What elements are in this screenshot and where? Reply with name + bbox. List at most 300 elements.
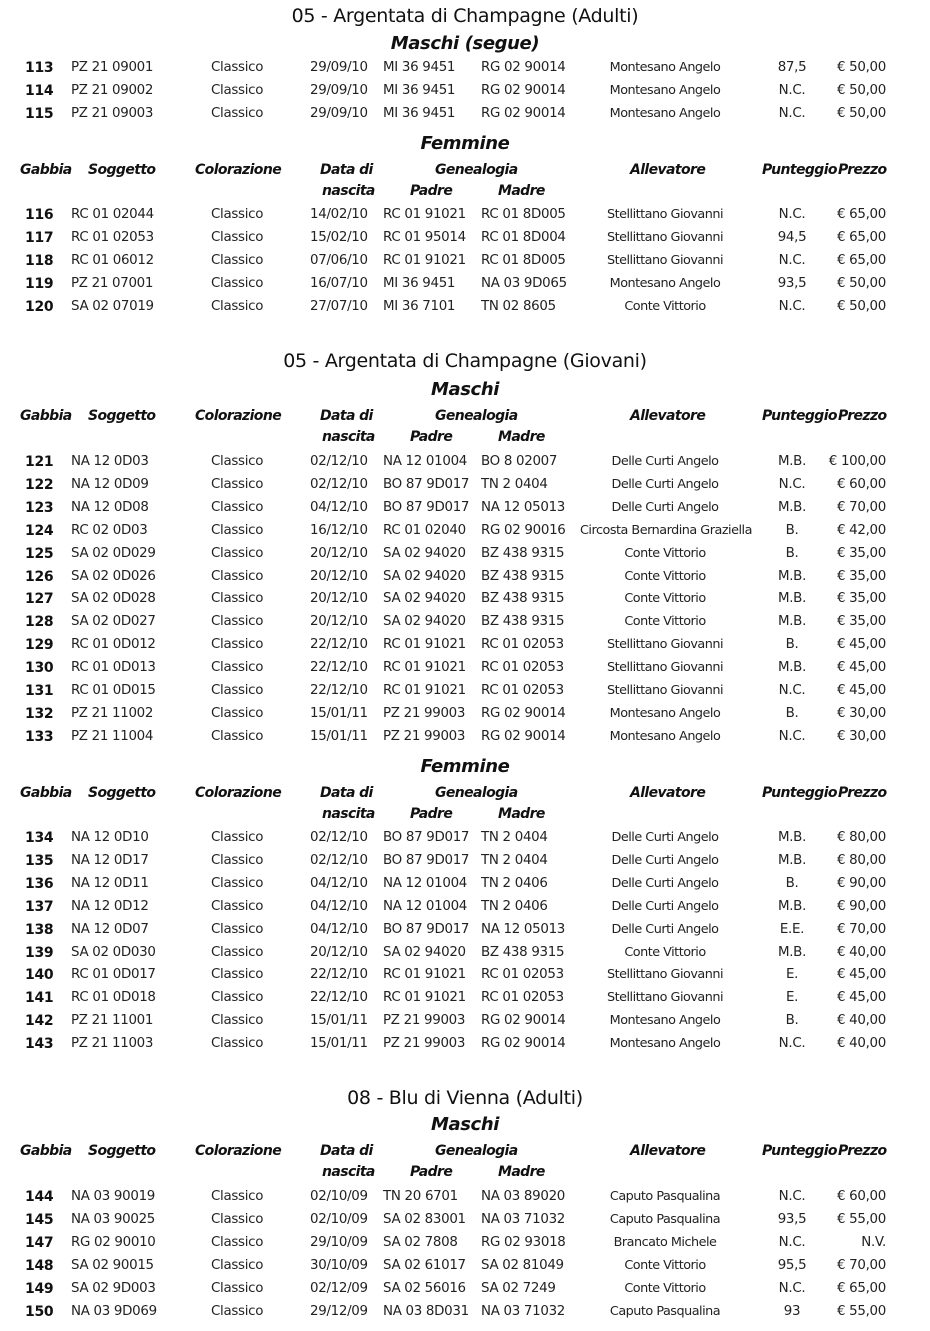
father-id: PZ 21 99003 [383, 706, 466, 721]
birth-date: 29/10/09 [310, 1235, 368, 1250]
header-genealogia: Genealogia [435, 785, 518, 801]
subject-id: SA 02 9D003 [71, 1281, 156, 1296]
mother-id: RG 02 90014 [481, 1013, 566, 1028]
father-id: PZ 21 99003 [383, 729, 466, 744]
father-id: MI 36 7101 [383, 299, 456, 314]
table-row [0, 1013, 930, 1035]
mother-id: NA 12 05013 [481, 500, 566, 515]
mother-id: SA 02 7249 [481, 1281, 556, 1296]
subject-id: RC 02 0D03 [71, 523, 148, 538]
subject-id: NA 12 0D17 [71, 853, 149, 868]
header-data-di: Data di [320, 162, 373, 178]
subject-id: SA 02 0D030 [71, 945, 156, 960]
father-id: RC 01 91021 [383, 637, 466, 652]
header-allevatore: Allevatore [630, 408, 706, 424]
table-row [0, 637, 930, 659]
price: € 35,00 [836, 569, 886, 584]
header-colorazione: Colorazione [195, 162, 282, 178]
cage-number: 135 [25, 853, 54, 869]
father-id: MI 36 9451 [383, 83, 456, 98]
subject-id: NA 03 90019 [71, 1189, 156, 1204]
father-id: SA 02 61017 [383, 1258, 466, 1273]
subject-id: NA 12 0D11 [71, 876, 149, 891]
father-id: NA 12 01004 [383, 899, 468, 914]
score: M.B. [777, 569, 807, 584]
breeder: Montesano Angelo [609, 1013, 721, 1028]
header-padre: Padre [410, 429, 453, 445]
mother-id: BZ 438 9315 [481, 591, 565, 606]
father-id: RC 01 91021 [383, 967, 466, 982]
breeder: Delle Curti Angelo [611, 477, 719, 492]
header-soggetto: Soggetto [88, 785, 156, 801]
header-punteggio: Punteggio [762, 162, 837, 178]
table-row [0, 83, 930, 105]
price: € 35,00 [836, 546, 886, 561]
father-id: TN 20 6701 [383, 1189, 458, 1204]
mother-id: NA 12 05013 [481, 922, 566, 937]
cage-number: 122 [25, 477, 54, 493]
breeder: Delle Curti Angelo [611, 454, 719, 469]
group-subtitle: Maschi [430, 379, 500, 400]
score: B. [785, 1013, 799, 1028]
subject-id: PZ 21 11001 [71, 1013, 154, 1028]
header-prezzo: Prezzo [838, 785, 887, 801]
price: N.V. [861, 1235, 886, 1250]
birth-date: 22/12/10 [310, 967, 368, 982]
mother-id: RC 01 02053 [481, 660, 564, 675]
subject-id: SA 02 0D026 [71, 569, 156, 584]
coloration: Classico [211, 1036, 264, 1051]
cage-number: 140 [25, 967, 54, 983]
breeder: Caputo Pasqualina [609, 1189, 721, 1204]
section-title: 08 - Blu di Vienna (Adulti) [347, 1087, 583, 1109]
score: E.E. [779, 922, 805, 937]
header-punteggio: Punteggio [762, 785, 837, 801]
birth-date: 15/01/11 [310, 729, 368, 744]
price: € 65,00 [836, 1281, 886, 1296]
coloration: Classico [211, 60, 264, 75]
subject-id: RC 01 0D012 [71, 637, 156, 652]
mother-id: RC 01 8D005 [481, 207, 566, 222]
subject-id: NA 03 90025 [71, 1212, 156, 1227]
father-id: RC 01 91021 [383, 253, 466, 268]
birth-date: 15/01/11 [310, 1013, 368, 1028]
header-padre: Padre [410, 1164, 453, 1180]
mother-id: NA 03 9D065 [481, 276, 567, 291]
birth-date: 04/12/10 [310, 500, 368, 515]
subject-id: SA 02 90015 [71, 1258, 154, 1273]
coloration: Classico [211, 454, 264, 469]
score: M.B. [777, 454, 807, 469]
cage-number: 117 [25, 230, 54, 246]
coloration: Classico [211, 922, 264, 937]
price: € 70,00 [836, 922, 886, 937]
mother-id: RG 02 90014 [481, 83, 566, 98]
score: N.C. [778, 207, 806, 222]
score: E. [785, 990, 799, 1005]
header-data-di: Data di [320, 785, 373, 801]
score: M.B. [777, 830, 807, 845]
father-id: MI 36 9451 [383, 60, 456, 75]
header-punteggio: Punteggio [762, 1143, 837, 1159]
breeder: Conte Vittorio [624, 614, 706, 629]
birth-date: 07/06/10 [310, 253, 368, 268]
coloration: Classico [211, 660, 264, 675]
cage-number: 113 [25, 60, 54, 76]
coloration: Classico [211, 477, 264, 492]
table-row [0, 1281, 930, 1303]
cage-number: 126 [25, 569, 54, 585]
breeder: Stellittano Giovanni [606, 660, 724, 675]
birth-date: 20/12/10 [310, 591, 368, 606]
score: N.C. [778, 106, 806, 121]
score: N.C. [778, 729, 806, 744]
header-colorazione: Colorazione [195, 1143, 282, 1159]
subject-id: SA 02 0D027 [71, 614, 156, 629]
birth-date: 04/12/10 [310, 899, 368, 914]
header-colorazione: Colorazione [195, 408, 282, 424]
score: M.B. [777, 899, 807, 914]
header-nascita: nascita [322, 806, 375, 822]
subject-id: RG 02 90010 [71, 1235, 156, 1250]
score: B. [785, 546, 799, 561]
birth-date: 30/10/09 [310, 1258, 368, 1273]
subject-id: NA 12 0D10 [71, 830, 149, 845]
father-id: SA 02 94020 [383, 591, 466, 606]
section-title: 05 - Argentata di Champagne (Adulti) [291, 5, 639, 27]
price: € 50,00 [836, 299, 886, 314]
cage-number: 133 [25, 729, 54, 745]
breeder: Delle Curti Angelo [611, 899, 719, 914]
father-id: SA 02 7808 [383, 1235, 458, 1250]
father-id: RC 01 91021 [383, 683, 466, 698]
mother-id: RC 01 8D005 [481, 253, 566, 268]
price: € 80,00 [836, 830, 886, 845]
score: 95,5 [777, 1258, 807, 1273]
coloration: Classico [211, 569, 264, 584]
coloration: Classico [211, 637, 264, 652]
mother-id: NA 03 71032 [481, 1212, 566, 1227]
mother-id: RC 01 02053 [481, 683, 564, 698]
cage-number: 145 [25, 1212, 54, 1228]
header-madre: Madre [498, 183, 545, 199]
header-nascita: nascita [322, 1164, 375, 1180]
mother-id: RG 02 90014 [481, 706, 566, 721]
breeder: Caputo Pasqualina [609, 1212, 721, 1227]
cage-number: 121 [25, 454, 54, 470]
cage-number: 118 [25, 253, 54, 269]
header-punteggio: Punteggio [762, 408, 837, 424]
coloration: Classico [211, 1189, 264, 1204]
birth-date: 20/12/10 [310, 614, 368, 629]
breeder: Conte Vittorio [624, 591, 706, 606]
cage-number: 115 [25, 106, 54, 122]
coloration: Classico [211, 1258, 264, 1273]
subject-id: SA 02 07019 [71, 299, 154, 314]
table-row [0, 1212, 930, 1234]
cage-number: 120 [25, 299, 54, 315]
coloration: Classico [211, 276, 264, 291]
cage-number: 132 [25, 706, 54, 722]
mother-id: RC 01 8D004 [481, 230, 566, 245]
price: € 70,00 [836, 500, 886, 515]
score: N.C. [778, 83, 806, 98]
score: 94,5 [777, 230, 807, 245]
mother-id: TN 2 0404 [481, 477, 548, 492]
header-soggetto: Soggetto [88, 408, 156, 424]
mother-id: RG 02 93018 [481, 1235, 566, 1250]
score: N.C. [778, 1235, 806, 1250]
price: € 65,00 [836, 207, 886, 222]
cage-number: 148 [25, 1258, 54, 1274]
birth-date: 29/12/09 [310, 1304, 368, 1319]
cage-number: 124 [25, 523, 54, 539]
breeder: Stellittano Giovanni [606, 637, 724, 652]
breeder: Conte Vittorio [624, 1258, 706, 1273]
subject-id: NA 12 0D03 [71, 454, 149, 469]
header-allevatore: Allevatore [630, 162, 706, 178]
table-row [0, 276, 930, 298]
table-row [0, 546, 930, 568]
price: € 100,00 [828, 454, 886, 469]
breeder: Conte Vittorio [624, 1281, 706, 1296]
subject-id: NA 12 0D09 [71, 477, 149, 492]
price: € 80,00 [836, 853, 886, 868]
coloration: Classico [211, 500, 264, 515]
subject-id: PZ 21 11002 [71, 706, 154, 721]
mother-id: RC 01 02053 [481, 637, 564, 652]
cage-number: 150 [25, 1304, 54, 1320]
coloration: Classico [211, 230, 264, 245]
cage-number: 136 [25, 876, 54, 892]
price: € 90,00 [836, 899, 886, 914]
cage-number: 114 [25, 83, 54, 99]
table-row [0, 706, 930, 728]
group-subtitle: Maschi [430, 1114, 500, 1135]
price: € 50,00 [836, 106, 886, 121]
breeder: Montesano Angelo [609, 60, 721, 75]
header-data-di: Data di [320, 408, 373, 424]
table-row [0, 454, 930, 476]
score: N.C. [778, 253, 806, 268]
subject-id: RC 01 0D015 [71, 683, 156, 698]
father-id: BO 87 9D017 [383, 500, 470, 515]
birth-date: 22/12/10 [310, 637, 368, 652]
table-row [0, 967, 930, 989]
cage-number: 129 [25, 637, 54, 653]
breeder: Stellittano Giovanni [606, 967, 724, 982]
cage-number: 147 [25, 1235, 54, 1251]
cage-number: 127 [25, 591, 54, 607]
price: € 40,00 [836, 1036, 886, 1051]
price: € 50,00 [836, 60, 886, 75]
cage-number: 130 [25, 660, 54, 676]
father-id: RC 01 02040 [383, 523, 466, 538]
score: N.C. [778, 1281, 806, 1296]
father-id: RC 01 95014 [383, 230, 466, 245]
table-row [0, 60, 930, 82]
price: € 55,00 [836, 1304, 886, 1319]
cage-number: 144 [25, 1189, 54, 1205]
mother-id: NA 03 71032 [481, 1304, 566, 1319]
header-padre: Padre [410, 183, 453, 199]
coloration: Classico [211, 706, 264, 721]
table-row [0, 1189, 930, 1211]
header-nascita: nascita [322, 183, 375, 199]
table-header [0, 785, 930, 825]
subject-id: PZ 21 09003 [71, 106, 154, 121]
header-madre: Madre [498, 806, 545, 822]
coloration: Classico [211, 614, 264, 629]
price: € 60,00 [836, 1189, 886, 1204]
coloration: Classico [211, 876, 264, 891]
mother-id: TN 02 8605 [481, 299, 556, 314]
birth-date: 22/12/10 [310, 660, 368, 675]
subject-id: RC 01 0D018 [71, 990, 156, 1005]
price: € 45,00 [836, 683, 886, 698]
coloration: Classico [211, 207, 264, 222]
header-colorazione: Colorazione [195, 785, 282, 801]
subject-id: RC 01 02044 [71, 207, 154, 222]
coloration: Classico [211, 523, 264, 538]
coloration: Classico [211, 1281, 264, 1296]
cage-number: 116 [25, 207, 54, 223]
breeder: Delle Curti Angelo [611, 922, 719, 937]
price: € 40,00 [836, 945, 886, 960]
group-subtitle: Femmine [420, 133, 510, 154]
table-row [0, 729, 930, 751]
birth-date: 02/10/09 [310, 1212, 368, 1227]
score: M.B. [777, 853, 807, 868]
breeder: Delle Curti Angelo [611, 830, 719, 845]
mother-id: BZ 438 9315 [481, 945, 565, 960]
birth-date: 15/01/11 [310, 706, 368, 721]
price: € 35,00 [836, 591, 886, 606]
cage-number: 149 [25, 1281, 54, 1297]
coloration: Classico [211, 106, 264, 121]
mother-id: TN 2 0404 [481, 853, 548, 868]
birth-date: 02/12/10 [310, 830, 368, 845]
breeder: Montesano Angelo [609, 729, 721, 744]
table-row [0, 523, 930, 545]
mother-id: RG 02 90014 [481, 729, 566, 744]
subject-id: RC 01 0D017 [71, 967, 156, 982]
birth-date: 04/12/10 [310, 922, 368, 937]
father-id: MI 36 9451 [383, 276, 456, 291]
coloration: Classico [211, 830, 264, 845]
cage-number: 128 [25, 614, 54, 630]
breeder: Stellittano Giovanni [606, 683, 724, 698]
header-prezzo: Prezzo [838, 162, 887, 178]
coloration: Classico [211, 729, 264, 744]
breeder: Stellittano Giovanni [606, 207, 724, 222]
breeder: Delle Curti Angelo [611, 853, 719, 868]
table-row [0, 253, 930, 275]
father-id: PZ 21 99003 [383, 1013, 466, 1028]
cage-number: 125 [25, 546, 54, 562]
coloration: Classico [211, 253, 264, 268]
price: € 45,00 [836, 637, 886, 652]
father-id: SA 02 56016 [383, 1281, 466, 1296]
score: N.C. [778, 477, 806, 492]
price: € 40,00 [836, 1013, 886, 1028]
subject-id: NA 12 0D12 [71, 899, 149, 914]
table-row [0, 207, 930, 229]
score: N.C. [778, 1036, 806, 1051]
birth-date: 22/12/10 [310, 990, 368, 1005]
subject-id: NA 12 0D08 [71, 500, 149, 515]
father-id: PZ 21 99003 [383, 1036, 466, 1051]
breeder: Delle Curti Angelo [611, 876, 719, 891]
table-row [0, 614, 930, 636]
cage-number: 139 [25, 945, 54, 961]
price: € 35,00 [836, 614, 886, 629]
score: B. [785, 876, 799, 891]
coloration: Classico [211, 990, 264, 1005]
breeder: Conte Vittorio [624, 546, 706, 561]
table-row [0, 477, 930, 499]
table-row [0, 1258, 930, 1280]
coloration: Classico [211, 591, 264, 606]
cage-number: 131 [25, 683, 54, 699]
father-id: SA 02 94020 [383, 546, 466, 561]
birth-date: 16/07/10 [310, 276, 368, 291]
birth-date: 14/02/10 [310, 207, 368, 222]
cage-number: 138 [25, 922, 54, 938]
breeder: Montesano Angelo [609, 83, 721, 98]
cage-number: 143 [25, 1036, 54, 1052]
table-row [0, 1235, 930, 1257]
birth-date: 02/10/09 [310, 1189, 368, 1204]
breeder: Conte Vittorio [624, 569, 706, 584]
score: M.B. [777, 945, 807, 960]
table-row [0, 1304, 930, 1326]
birth-date: 29/09/10 [310, 60, 368, 75]
father-id: SA 02 83001 [383, 1212, 466, 1227]
price: € 45,00 [836, 990, 886, 1005]
table-row [0, 1036, 930, 1058]
header-allevatore: Allevatore [630, 1143, 706, 1159]
mother-id: NA 03 89020 [481, 1189, 566, 1204]
subject-id: RC 01 0D013 [71, 660, 156, 675]
coloration: Classico [211, 1013, 264, 1028]
table-row [0, 683, 930, 705]
header-gabbia: Gabbia [20, 1143, 72, 1159]
cage-number: 141 [25, 990, 54, 1006]
table-row [0, 660, 930, 682]
father-id: BO 87 9D017 [383, 922, 470, 937]
table-row [0, 876, 930, 898]
score: B. [785, 706, 799, 721]
birth-date: 02/12/10 [310, 454, 368, 469]
birth-date: 22/12/10 [310, 683, 368, 698]
header-gabbia: Gabbia [20, 408, 72, 424]
breeder: Stellittano Giovanni [606, 253, 724, 268]
coloration: Classico [211, 853, 264, 868]
table-row [0, 569, 930, 591]
cage-number: 119 [25, 276, 54, 292]
mother-id: BZ 438 9315 [481, 569, 565, 584]
mother-id: BZ 438 9315 [481, 546, 565, 561]
subject-id: SA 02 0D028 [71, 591, 156, 606]
header-genealogia: Genealogia [435, 162, 518, 178]
birth-date: 29/09/10 [310, 106, 368, 121]
score: N.C. [778, 683, 806, 698]
birth-date: 16/12/10 [310, 523, 368, 538]
table-header [0, 408, 930, 448]
father-id: BO 87 9D017 [383, 830, 470, 845]
score: N.C. [778, 299, 806, 314]
